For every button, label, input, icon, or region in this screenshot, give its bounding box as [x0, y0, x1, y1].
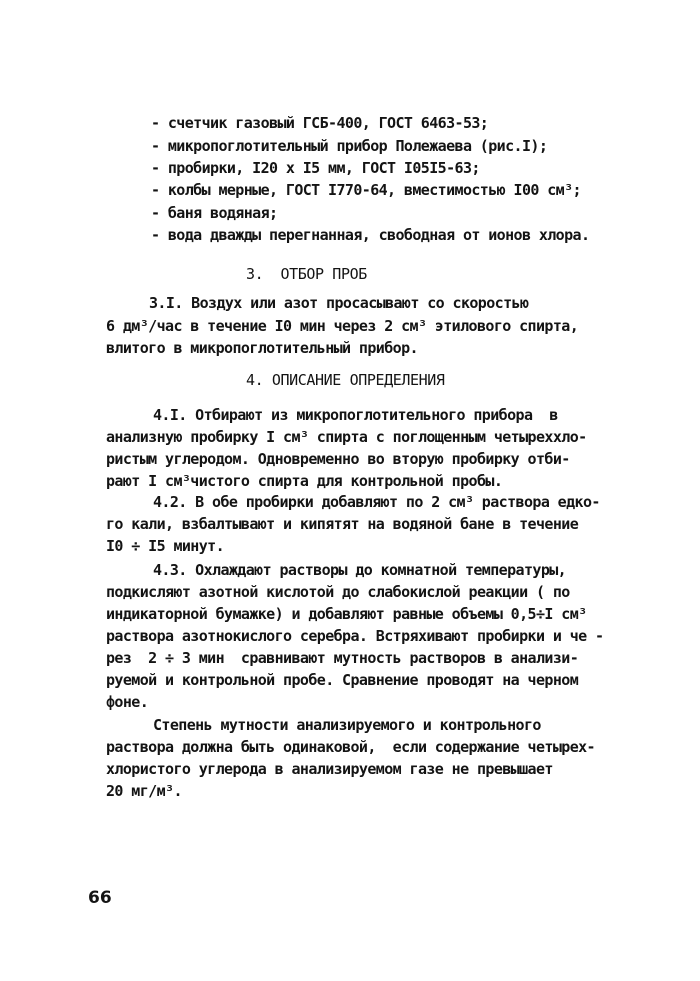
- paragraph-line: раствора должна быть одинаковой, если содержание четырех-: [106, 738, 595, 756]
- paragraph-line: раствора азотнокислого серебра. Встряхивают пробирки и че -: [106, 627, 604, 645]
- paragraph-line: Степень мутности анализируемого и контрольного: [153, 716, 541, 734]
- section-heading: 4. ОПИСАНИЕ ОПРЕДЕЛЕНИЯ: [246, 371, 445, 389]
- paragraph-line: 4.2. В обе пробирки добавляют по 2 см³ раствора едко-: [153, 493, 600, 511]
- list-item: - микропоглотительный прибор Полежаева (рис.I);: [151, 137, 548, 155]
- paragraph-line: го кали, взбалтывают и кипятят на водяной бане в течение: [106, 515, 579, 533]
- paragraph-line: фоне.: [106, 693, 149, 711]
- paragraph-line: подкисляют азотной кислотой до слабокислой реакции ( по: [106, 583, 570, 601]
- paragraph-line: 4.3. Охлаждают растворы до комнатной температуры,: [153, 561, 567, 579]
- paragraph-line: 3.I. Воздух или азот просасывают со скоростью: [149, 294, 529, 312]
- paragraph-line: 20 мг/м³.: [106, 782, 182, 800]
- paragraph-line: 4.I. Отбирают из микропоглотительного прибора в: [153, 406, 558, 424]
- list-item: - пробирки, I20 х I5 мм, ГОСТ I05I5-63;: [151, 159, 480, 177]
- section-heading: 3. ОТБОР ПРОБ: [246, 265, 367, 283]
- list-item: - счетчик газовый ГСБ-400, ГОСТ 6463-53;: [151, 114, 489, 132]
- list-item: - вода дважды перегнанная, свободная от ионов хлора.: [151, 226, 590, 244]
- paragraph-line: 6 дм³/час в течение I0 мин через 2 см³ этилового спирта,: [106, 317, 579, 335]
- paragraph-line: руемой и контрольной пробе. Сравнение проводят на черном: [106, 671, 579, 689]
- list-item: - баня водяная;: [151, 204, 278, 222]
- paragraph-line: рез 2 ÷ 3 мин сравнивают мутность растворов в анализи-: [106, 649, 579, 667]
- paragraph-line: анализную пробирку I см³ спирта с поглощенным четыреххло-: [106, 428, 587, 446]
- paragraph-line: ристым углеродом. Одновременно во вторую пробирку отби-: [106, 450, 570, 468]
- page-number: 66: [88, 888, 112, 908]
- list-item: - колбы мерные, ГОСТ I770-64, вместимостью I00 см³;: [151, 181, 581, 199]
- paragraph-line: влитого в микропоглотительный прибор.: [106, 339, 418, 357]
- paragraph-line: рают I см³чистого спирта для контрольной пробы.: [106, 472, 503, 490]
- paragraph-line: I0 ÷ I5 минут.: [106, 537, 225, 555]
- paragraph-line: хлористого углерода в анализируемом газе не превышает: [106, 760, 553, 778]
- paragraph-line: индикаторной бумажке) и добавляют равные объемы 0,5÷I см³: [106, 605, 587, 623]
